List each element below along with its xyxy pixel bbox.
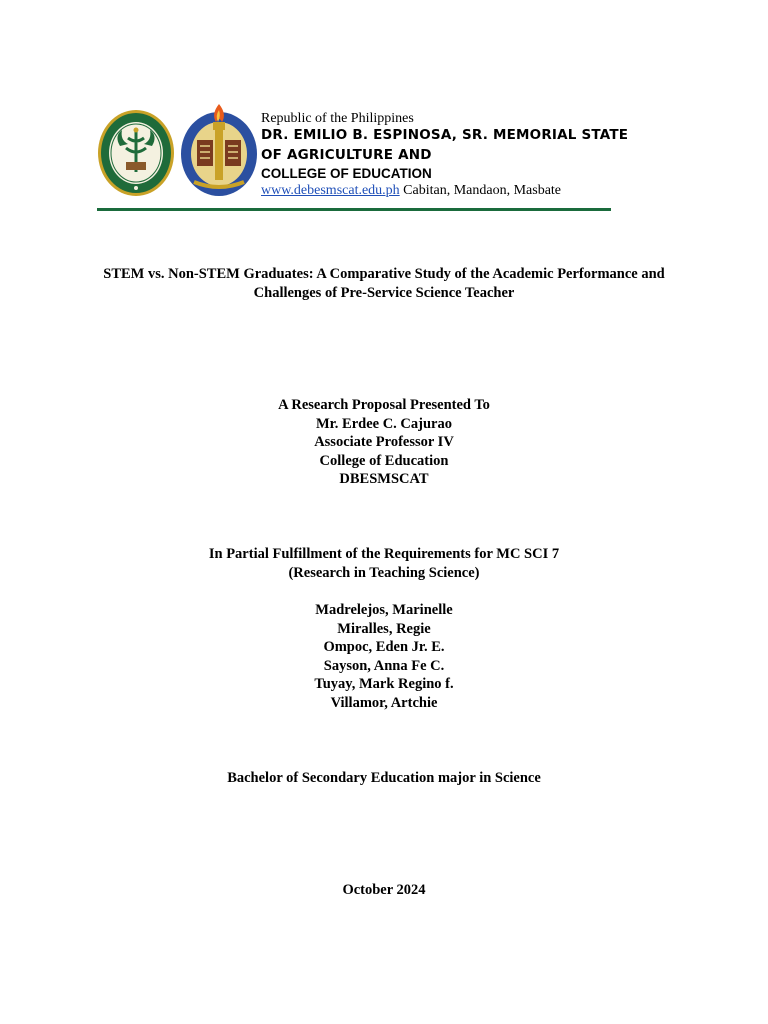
submission-date: October 2024 (342, 882, 426, 898)
degree-program: Bachelor of Secondary Education major in Science (227, 770, 541, 786)
adviser-name: Mr. Erdee C. Cajurao (316, 415, 452, 432)
adviser-college: College of Education (319, 452, 449, 469)
school-acronym: DBESMSCAT (339, 471, 429, 488)
title-line: STEM vs. Non-STEM Graduates: A Comparative Study of the Academic Performance and (103, 266, 665, 282)
author-name: Tuyay, Mark Regino f. (314, 676, 454, 693)
author-name: Madrelejos, Marinelle (315, 602, 453, 618)
title-line: Challenges of Pre-Service Science Teacher (253, 284, 515, 301)
college-of-education-seal-icon (180, 100, 258, 197)
author-name: Miralles, Regie (337, 620, 431, 637)
address-text: Cabitan, Mandaon, Masbate (403, 183, 562, 198)
author-name: Ompoc, Eden Jr. E. (323, 639, 445, 656)
college-name: COLLEGE OF EDUCATION (261, 166, 432, 181)
course-title: (Research in Teaching Science) (288, 564, 480, 581)
header-divider (97, 208, 611, 211)
presented-to-label: A Research Proposal Presented To (278, 397, 490, 413)
contact-line (261, 183, 561, 199)
authors-list (0, 601, 768, 713)
document-title (0, 265, 768, 302)
institution-name-line2: OF AGRICULTURE AND (261, 147, 432, 163)
author-name: Villamor, Artchie (330, 694, 438, 711)
website-link[interactable]: www.debesmscat.edu.ph (261, 183, 400, 198)
republic-heading: Republic of the Philippines (261, 111, 414, 126)
adviser-position: Associate Professor IV (314, 434, 454, 451)
author-name: Sayson, Anna Fe C. (323, 657, 445, 674)
institution-seal-icon (96, 108, 176, 198)
presented-to-block (0, 396, 768, 489)
institution-name-line1: DR. EMILIO B. ESPINOSA, SR. MEMORIAL STATE (261, 127, 629, 143)
fulfillment-line: In Partial Fulfillment of the Requirements for MC SCI 7 (208, 546, 560, 562)
fulfillment-block (0, 545, 768, 582)
